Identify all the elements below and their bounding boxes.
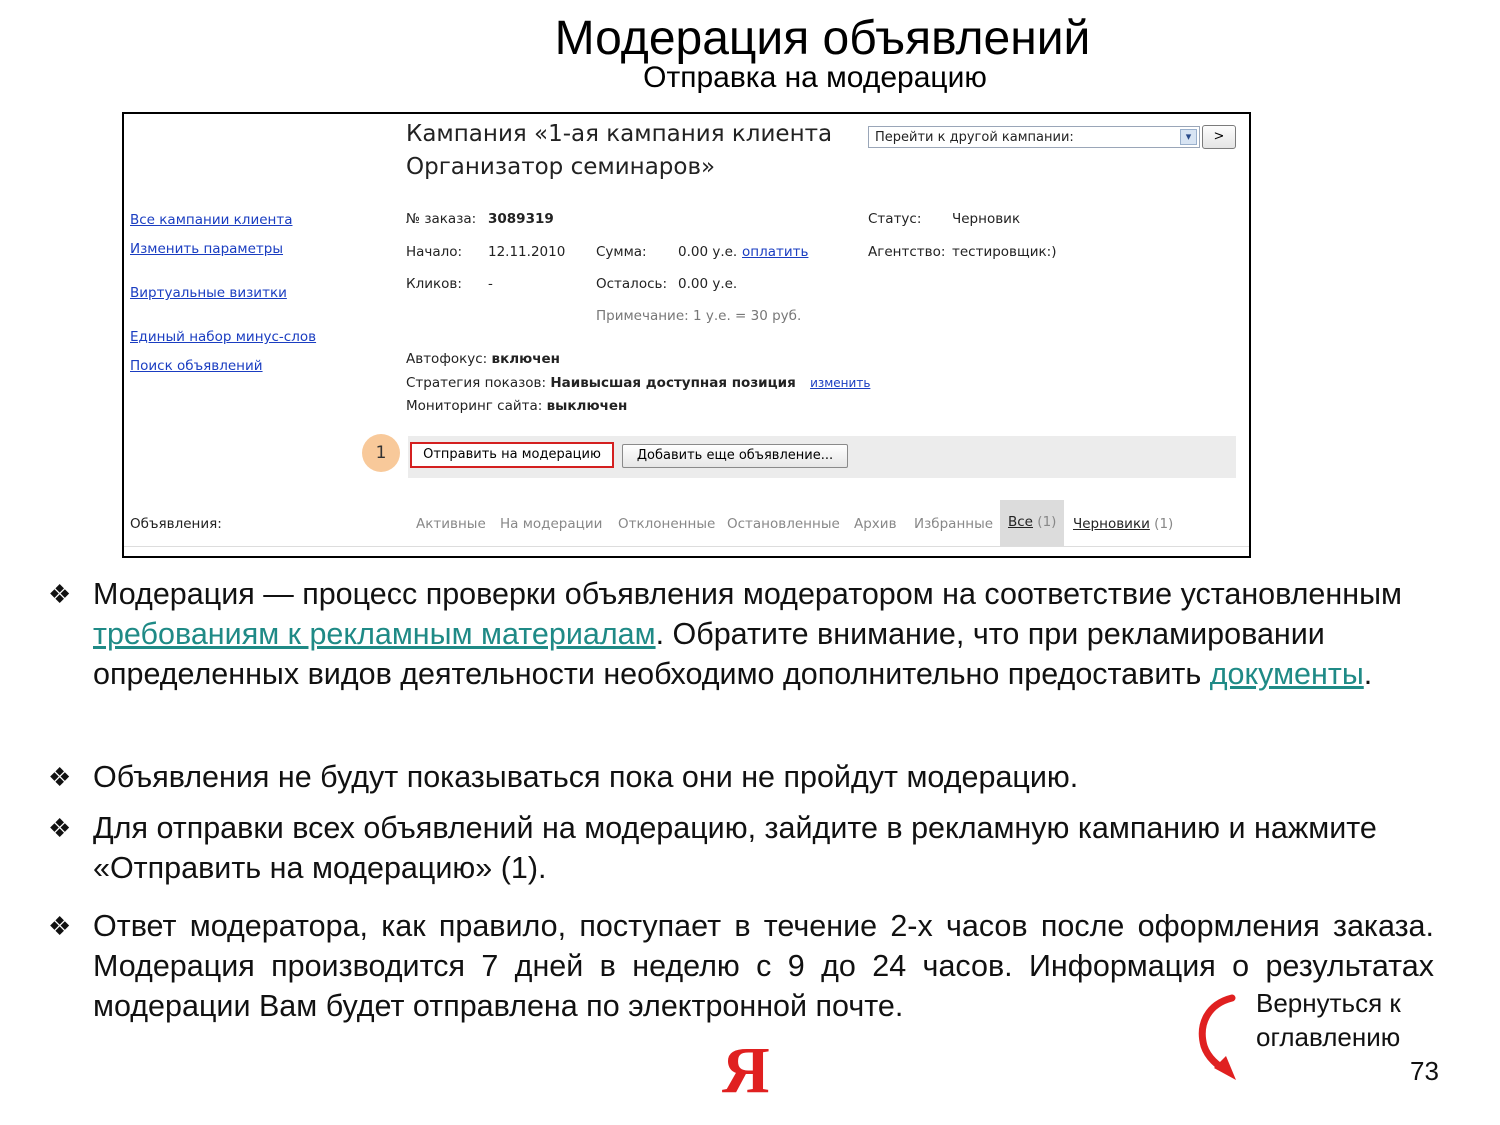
bullet-text-part: .	[1363, 657, 1373, 691]
order-value: 3089319	[488, 211, 554, 227]
agency-value: тестировщик:)	[952, 244, 1057, 260]
requirements-link[interactable]: требованиям к рекламным материалам	[93, 617, 656, 651]
bullet-not-shown	[48, 757, 1438, 797]
slide-title: Модерация объявлений	[554, 12, 1091, 65]
monitoring-label: Мониторинг сайта:	[406, 398, 543, 414]
bullet-text-part: Модерация — процесс проверки объявления модератором на соответствие установленным	[93, 577, 1402, 611]
strategy-change-link[interactable]: изменить	[810, 376, 871, 390]
tab-all[interactable]	[1008, 514, 1056, 530]
tab-stopped[interactable]: Остановленные	[727, 516, 840, 532]
diamond-bullet-icon: ❖	[48, 911, 72, 941]
tab-all-label: Все	[1008, 514, 1033, 530]
go-button[interactable]: >	[1202, 125, 1236, 149]
campaign-screenshot	[122, 112, 1251, 558]
tab-drafts-count: (1)	[1154, 516, 1174, 532]
start-label: Начало:	[406, 244, 463, 260]
bullet-how-to-send	[48, 808, 1438, 888]
chevron-down-icon[interactable]: ▾	[1180, 129, 1197, 145]
bullet-text: Ответ модератора, как правило, поступает в течение 2-х часов после оформления заказа. Модерация производится 7 дней в неделю с 9 до 24 часов. Информация о результатах модерации Вам будет отправлена по электронной почте.	[93, 909, 1434, 1023]
back-link-line: Вернуться к	[1256, 988, 1401, 1018]
autofocus-value: включен	[491, 351, 561, 367]
strategy-value: Наивысшая доступная позиция	[550, 375, 796, 391]
monitoring-row	[406, 398, 627, 414]
logo-letter: Я	[722, 1034, 770, 1107]
sidebar-link-minus-words[interactable]: Единый набор минус-слов	[130, 329, 317, 345]
bullet-text-part: . Обратите внимание, что при рекламировании определенных видов деятельности необходимо дополнительно предоставить	[93, 617, 1325, 691]
bullet-moderation-definition	[48, 574, 1438, 694]
documents-link[interactable]: документы	[1209, 657, 1364, 691]
sidebar-link-edit-params[interactable]: Изменить параметры	[130, 241, 284, 257]
strategy-label: Стратегия показов:	[406, 375, 547, 391]
campaign-switch-select[interactable]	[868, 126, 1200, 148]
status-value: Черновик	[952, 211, 1021, 227]
sidebar-link-vcards[interactable]: Виртуальные визитки	[130, 285, 287, 301]
autofocus-label: Автофокус:	[406, 351, 488, 367]
sidebar-link-search-ads[interactable]: Поиск объявлений	[130, 358, 263, 374]
order-label: № заказа:	[406, 211, 477, 227]
strategy-row	[406, 375, 870, 391]
bullet-text	[93, 574, 1438, 694]
clicks-label: Кликов:	[406, 276, 462, 292]
tab-rejected[interactable]: Отклоненные	[618, 516, 716, 532]
bullet-text: Объявления не будут показываться пока они не пройдут модерацию.	[93, 760, 1079, 794]
sum-value: 0.00 у.е.	[678, 244, 738, 260]
yandex-logo	[718, 1030, 770, 1107]
pay-link[interactable]: оплатить	[742, 244, 809, 260]
tab-all-count: (1)	[1037, 514, 1057, 530]
tab-drafts-label: Черновики	[1073, 516, 1150, 532]
divider	[124, 546, 1249, 547]
bullet-text: Для отправки всех объявлений на модерацию, зайдите в рекламную кампанию и нажмите «Отправить на модерацию» (1).	[93, 811, 1377, 885]
campaign-title: Кампания «1-ая кампания клиента Организатор семинаров»	[406, 121, 833, 180]
diamond-bullet-icon: ❖	[48, 813, 72, 843]
back-to-contents-link[interactable]	[1256, 986, 1401, 1054]
tab-favorites[interactable]: Избранные	[914, 516, 994, 532]
tab-archive[interactable]: Архив	[854, 516, 897, 532]
campaign-switch-label: Перейти к другой кампании:	[875, 130, 1074, 145]
tab-on-moderation[interactable]: На модерации	[500, 516, 603, 532]
back-link-line: оглавлению	[1256, 1022, 1401, 1052]
remain-value: 0.00 у.е.	[678, 276, 738, 292]
page-number: 73	[1410, 1056, 1439, 1086]
diamond-bullet-icon: ❖	[48, 762, 72, 792]
agency-label: Агентство:	[868, 244, 946, 260]
ads-label: Объявления:	[130, 516, 222, 532]
note-text: Примечание: 1 у.е. = 30 руб.	[596, 308, 802, 324]
tab-active[interactable]: Активные	[416, 516, 486, 532]
tab-drafts[interactable]	[1073, 516, 1173, 532]
autofocus-row	[406, 351, 560, 367]
clicks-value: -	[488, 276, 493, 292]
start-value: 12.11.2010	[488, 244, 566, 260]
slide-subtitle: Отправка на модерацию	[643, 61, 987, 94]
back-arrow-icon[interactable]	[1190, 994, 1250, 1090]
sum-label: Сумма:	[596, 244, 647, 260]
diamond-bullet-icon: ❖	[48, 579, 72, 609]
send-to-moderation-button[interactable]: Отправить на модерацию	[410, 442, 614, 468]
monitoring-value: выключен	[546, 398, 628, 414]
sidebar-link-all-campaigns[interactable]: Все кампании клиента	[130, 212, 293, 228]
remain-label: Осталось:	[596, 276, 668, 292]
status-label: Статус:	[868, 211, 922, 227]
callout-badge: 1	[362, 434, 400, 472]
add-ad-button[interactable]: Добавить еще объявление...	[622, 444, 848, 468]
